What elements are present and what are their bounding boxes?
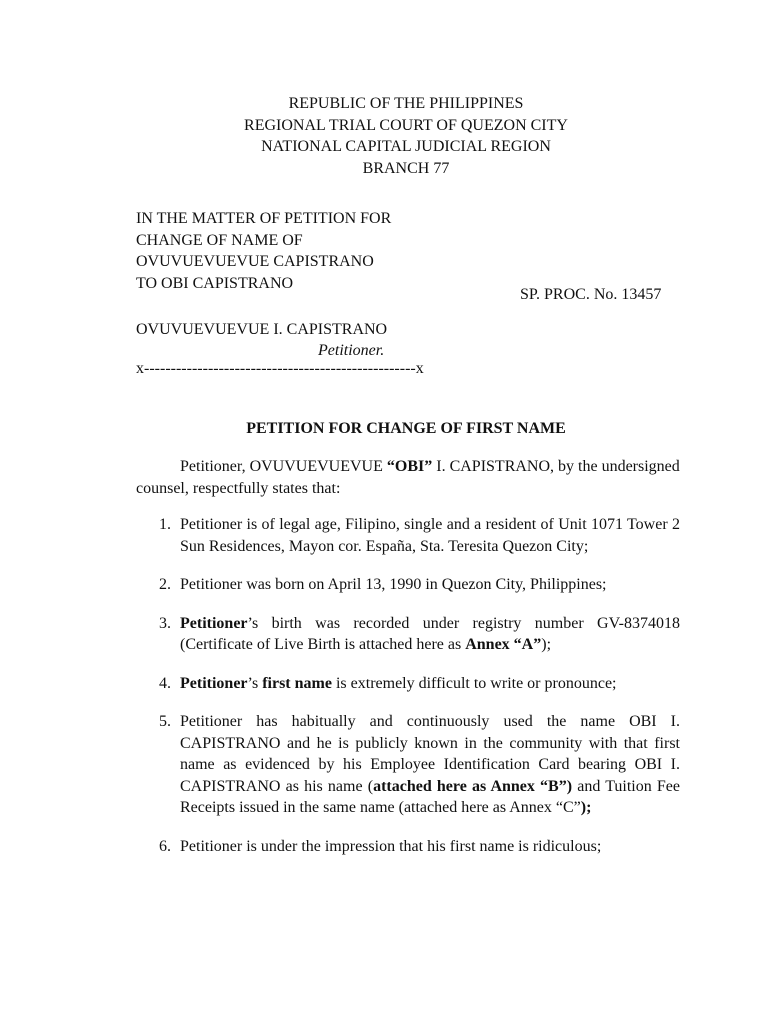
item-number: 3. xyxy=(159,614,171,632)
item-number: 1. xyxy=(159,516,171,533)
header-line-region: NATIONAL CAPITAL JUDICIAL REGION xyxy=(261,138,551,155)
item-text: ’s xyxy=(247,674,263,692)
caption-line-2: CHANGE OF NAME OF xyxy=(136,231,303,249)
list-item xyxy=(136,836,680,858)
intro-prefix: Petitioner, OVUVUEVUEVUE xyxy=(180,458,387,475)
allegations-list xyxy=(136,514,680,874)
list-item xyxy=(136,711,680,819)
list-item xyxy=(136,514,680,557)
header-line-branch: BRANCH 77 xyxy=(362,159,450,177)
item-number: 2. xyxy=(159,576,171,593)
item-bold-text: Petitioner xyxy=(180,674,248,692)
item-bold-text: Petitioner xyxy=(180,614,248,632)
item-bold-text: ); xyxy=(580,799,592,816)
intro-suffix: I. CAPISTRANO, by the undersigned counsel, respectfully states that: xyxy=(136,458,680,497)
item-number: 6. xyxy=(159,837,171,855)
header-line-republic: REPUBLIC OF THE PHILIPPINES xyxy=(288,95,524,112)
item-text: and Tuition Fee Receipts issued in the same name (attached here as Annex “C” xyxy=(180,777,680,816)
item-number: 4. xyxy=(159,674,171,692)
item-number: 5. xyxy=(159,713,171,730)
item-text: Petitioner has habitually and continuously used the name OBI I. CAPISTRANO and he is publicly known in the community with that first name as evidenced by his Employee Identification Card bearing OBI I. CAPISTRANO as his name ( xyxy=(180,713,680,795)
item-text: ’s birth was recorded under registry number GV-8374018 (Certificate of Live Birth is attached here as xyxy=(180,614,680,653)
item-bold-text: attached here as Annex “B”) xyxy=(373,777,573,795)
header-line-court: REGIONAL TRIAL COURT OF QUEZON CITY xyxy=(244,116,568,134)
petition-title: PETITION FOR CHANGE OF FIRST NAME xyxy=(246,420,566,437)
item-text: ); xyxy=(541,636,552,653)
item-text: Petitioner is under the impression that his first name is ridiculous; xyxy=(180,837,602,855)
caption-separator: x---------------------------------------------------x xyxy=(136,360,424,377)
item-bold-text: first name xyxy=(262,674,332,692)
caption-line-3: OVUVUEVUEVUE CAPISTRANO xyxy=(136,253,374,270)
item-bold-text: Annex “A” xyxy=(465,636,542,653)
intro-nickname: “OBI” xyxy=(386,458,433,475)
item-text: Petitioner was born on April 13, 1990 in Quezon City, Philippines; xyxy=(180,576,607,593)
court-header xyxy=(0,93,768,179)
list-item xyxy=(136,574,680,596)
petitioner-role: Petitioner. xyxy=(318,342,385,359)
list-item xyxy=(136,673,680,695)
intro-paragraph xyxy=(136,456,680,499)
petitioner-name: OVUVUEVUEVUE I. CAPISTRANO xyxy=(136,321,388,338)
item-text: Petitioner is of legal age, Filipino, single and a resident of Unit 1071 Tower 2 Sun Residences, Mayon cor. España, Sta. Teresita Quezon City; xyxy=(180,516,680,555)
case-number: SP. PROC. No. 13457 xyxy=(520,286,662,303)
caption-line-1: IN THE MATTER OF PETITION FOR xyxy=(136,210,392,227)
caption-line-4: TO OBI CAPISTRANO xyxy=(136,274,294,292)
list-item xyxy=(136,613,680,656)
item-text: is extremely difficult to write or pronounce; xyxy=(331,674,617,692)
case-caption xyxy=(136,208,391,294)
